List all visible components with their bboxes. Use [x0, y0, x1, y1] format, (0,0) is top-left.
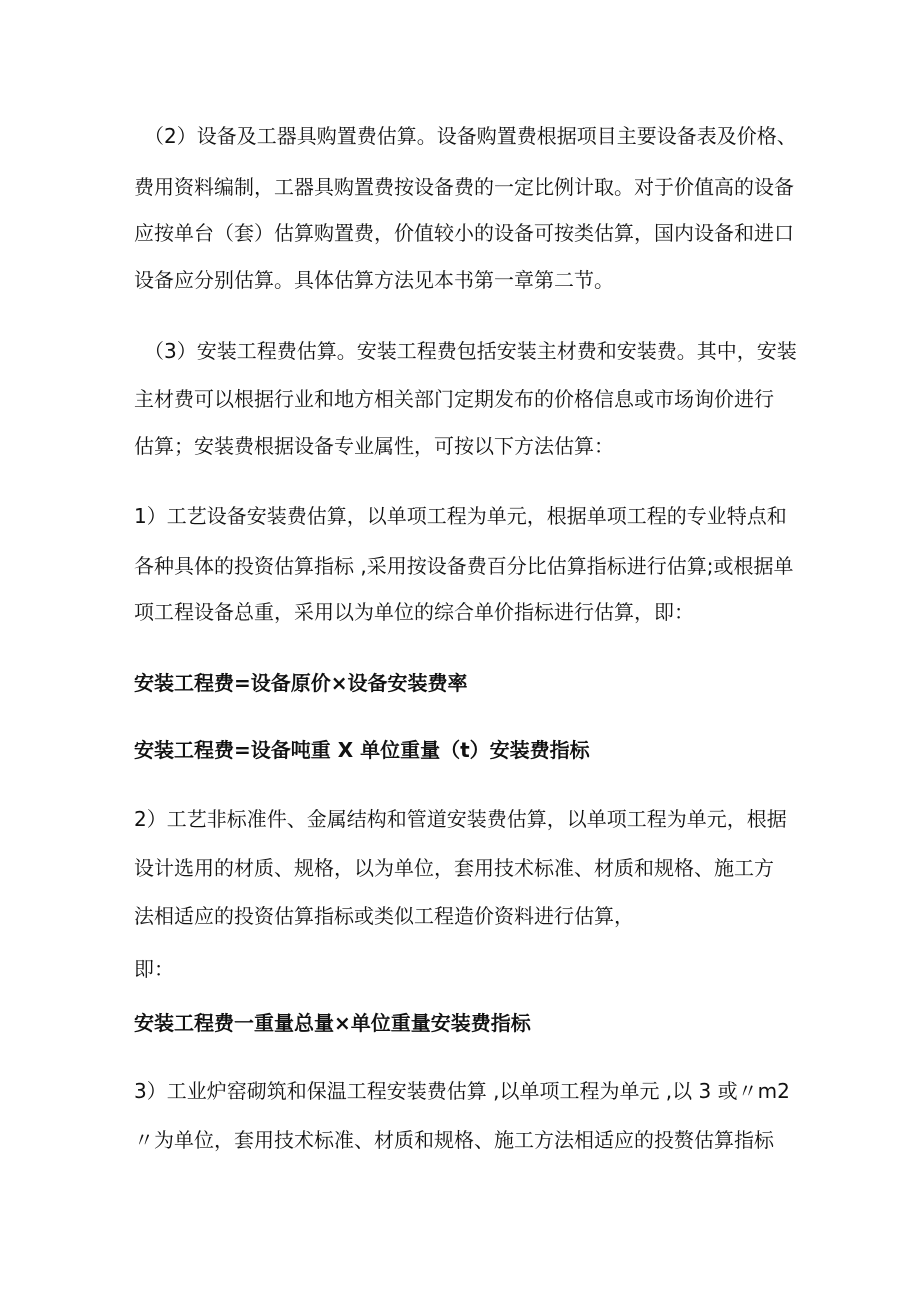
item-2-line-1: 2）工艺非标准件、金属结构和管道安装费估算，以单项工程为单元，根据 — [134, 807, 787, 831]
item-2-tail: 即： — [134, 957, 174, 981]
paragraph-2-line-4: 设备应分别估算。具体估算方法见本书第一章第二节。 — [134, 268, 614, 292]
paragraph-3-line-1: （3）安装工程费估算。安装工程费包括安装主材费和安装费。其中，安装 — [144, 339, 797, 363]
item-1-line-3: 项工程设备总重，采用以为单位的综合单价指标进行估算，即： — [134, 600, 694, 624]
paragraph-3-line-2: 主材费可以根据行业和地方相关部门定期发布的价格信息或市场询价进行 — [134, 387, 774, 411]
paragraph-2-line-1: （2）设备及工器具购置费估算。设备购置费根据项目主要设备表及价格、 — [144, 124, 797, 148]
paragraph-2-line-2: 费用资料编制，工器具购置费按设备费的一定比例计取。对于价值高的设备 — [134, 175, 794, 199]
formula-3: 安装工程费一重量总量×单位重量安装费指标 — [134, 1011, 531, 1035]
item-3-line-1: 3）工业炉窑砌筑和保温工程安装费估算 ,以单项工程为单元 ,以 3 或〃m2 — [134, 1079, 790, 1103]
item-1-line-1: 1）工艺设备安装费估算，以单项工程为单元，根据单项工程的专业特点和 — [134, 504, 787, 528]
item-3-line-2: 〃为单位，套用技术标准、材质和规格、施工方法相适应的投赘估算指标 — [134, 1128, 774, 1152]
paragraph-2-line-3: 应按单台（套）估算购置费，价值较小的设备可按类估算，国内设备和进口 — [134, 221, 794, 245]
item-2-line-3: 法相适应的投资估算指标或类似工程造价资料进行估算， — [134, 904, 634, 928]
item-1-line-2: 各种具体的投资估算指标 ,采用按设备费百分比估算指标进行估算;或根据单 — [134, 554, 794, 578]
paragraph-3-line-3: 估算；安装费根据设备专业属性，可按以下方法估算： — [134, 434, 614, 458]
formula-1: 安装工程费=设备原价×设备安装费率 — [134, 671, 468, 695]
formula-2: 安装工程费=设备吨重 X 单位重量（t）安装费指标 — [134, 738, 590, 762]
item-2-line-2: 设计选用的材质、规格，以为单位，套用技术标准、材质和规格、施工方 — [134, 856, 774, 880]
